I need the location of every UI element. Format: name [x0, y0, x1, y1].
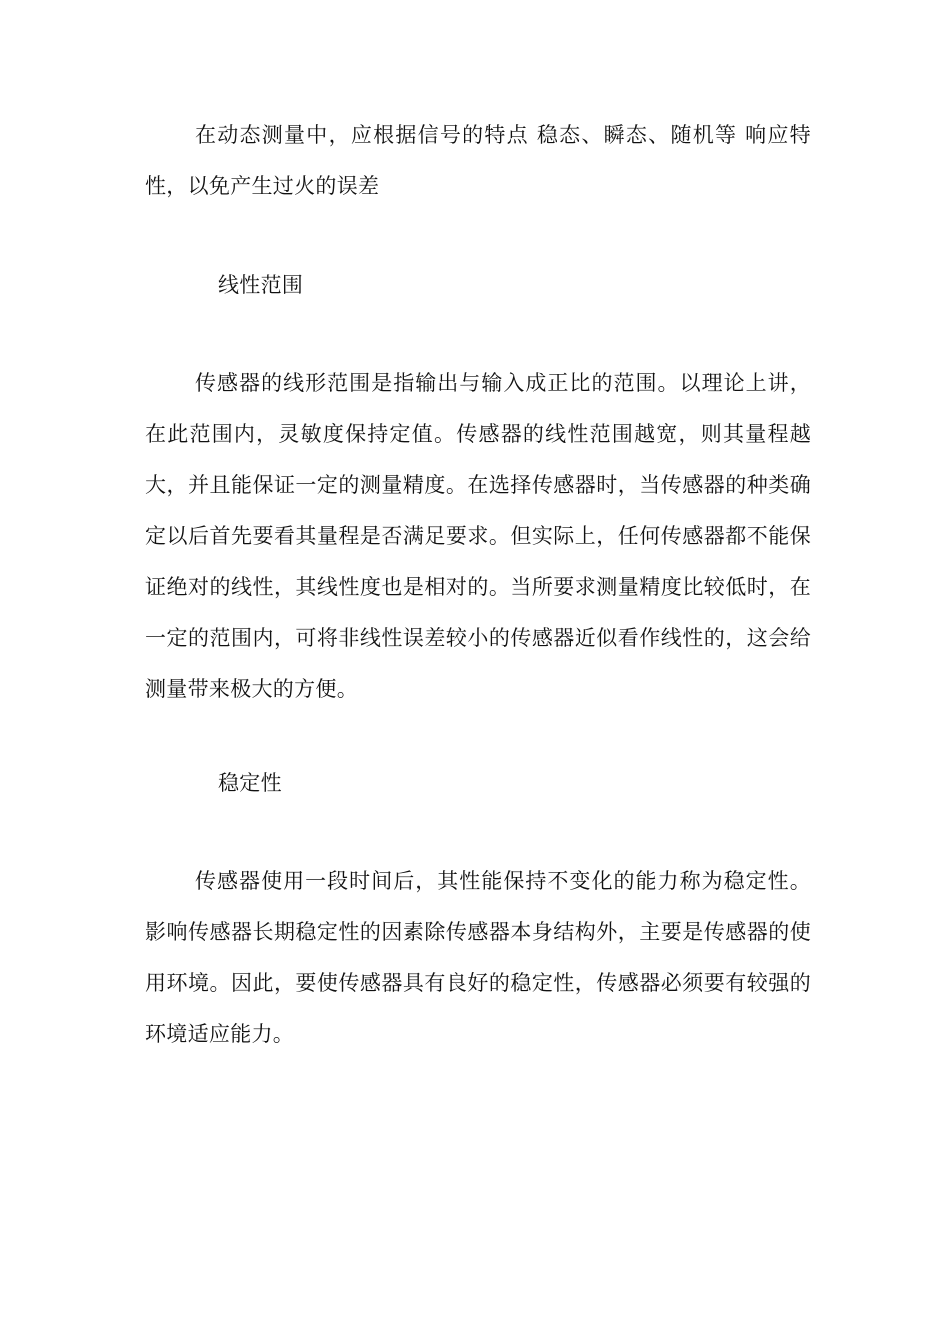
section-heading-linear-range: 线性范围 — [218, 273, 304, 297]
section-heading-stability: 稳定性 — [218, 771, 282, 795]
linear-range-paragraph: 传感器的线形范围是指输出与输入成正比的范围。以理论上讲，在此范围内，灵敏度保持定值。传感器的线性范围越宽，则其量程越大，并且能保证一定的测量精度。在选择传感器时，当传感器的种类确定以后首先要看其量程是否满足要求。但实际上，任何传感器都不能保证绝对的线性，其线性度也是相对的。当所要求测量精度比较低时，在一定的范围内，可将非线性误差较小的传感器近似看作线性的，这会给测量带来极大的方便。 — [145, 371, 811, 701]
stability-paragraph: 传感器使用一段时间后，其性能保持不变化的能力称为稳定性。影响传感器长期稳定性的因素除传感器本身结构外，主要是传感器的使用环境。因此，要使传感器具有良好的稳定性，传感器必须要有较强的环境适应能力。 — [145, 869, 811, 1046]
intro-paragraph: 在动态测量中，应根据信号的特点 稳态、瞬态、随机等 响应特性，以免产生过火的误差 — [145, 123, 811, 198]
